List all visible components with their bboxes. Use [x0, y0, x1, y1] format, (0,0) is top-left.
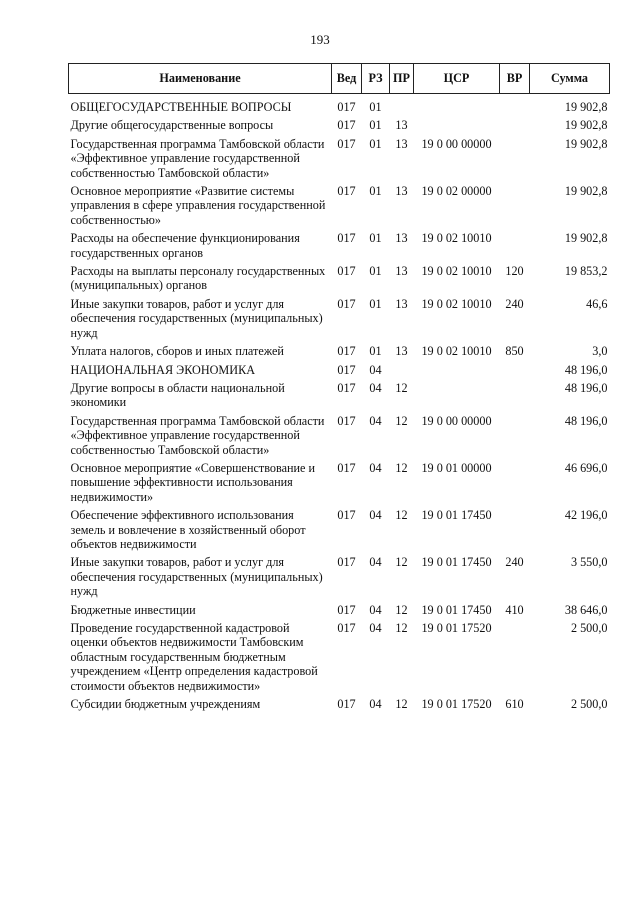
column-header-ved: Вед: [332, 64, 362, 94]
cell-name: Субсидии бюджетным учреждениям: [70, 697, 261, 712]
table-row: [69, 555, 610, 602]
cell-ved: 017: [337, 413, 356, 428]
table-row: [69, 603, 610, 621]
cell-sum: 38 646,0: [564, 602, 608, 617]
table-body: [69, 94, 610, 716]
cell-name: НАЦИОНАЛЬНАЯ ЭКОНОМИКА: [70, 362, 255, 377]
cell-rz: 01: [369, 100, 382, 114]
cell-sum: 19 902,8: [564, 231, 608, 246]
budget-table: [68, 63, 610, 715]
cell-csr: 19 0 01 17520: [421, 621, 492, 635]
cell-csr: 19 0 02 10010: [421, 296, 492, 311]
column-header-rz: РЗ: [362, 64, 390, 94]
cell-rz: 04: [369, 362, 382, 377]
cell-csr: 19 0 01 17450: [421, 508, 492, 523]
cell-pr: 12: [395, 508, 408, 523]
cell-ved: 017: [337, 136, 356, 151]
table-row: [69, 508, 610, 555]
cell-vr: [500, 118, 530, 136]
cell-ved: 017: [337, 602, 356, 617]
cell-sum: 48 196,0: [564, 380, 608, 395]
cell-sum: 46 696,0: [564, 460, 608, 475]
cell-rz: 01: [369, 264, 382, 279]
cell-name: Основное мероприятие «Совершенствование и повышение эффективности использования недвижимости»: [70, 460, 316, 504]
cell-sum: 2 500,0: [570, 621, 608, 635]
cell-vr: 410: [505, 602, 524, 617]
cell-csr: 19 0 02 10010: [421, 344, 492, 359]
cell-pr: [390, 94, 414, 119]
cell-name: ОБЩЕГОСУДАРСТВЕННЫЕ ВОПРОСЫ: [70, 100, 292, 114]
cell-rz: 04: [369, 555, 382, 570]
cell-vr: [500, 137, 530, 184]
cell-vr: 850: [505, 344, 524, 359]
cell-csr: [414, 381, 500, 414]
cell-name: Бюджетные инвестиции: [70, 602, 196, 617]
column-header-csr: ЦСР: [414, 64, 500, 94]
cell-sum: 19 902,8: [564, 118, 608, 133]
cell-ved: 017: [337, 697, 356, 712]
cell-ved: 017: [337, 231, 356, 246]
cell-rz: 04: [369, 460, 382, 475]
cell-sum: 48 196,0: [564, 362, 608, 377]
cell-ved: 017: [337, 555, 356, 570]
cell-name: Иные закупки товаров, работ и услуг для обеспечения государственных (муниципальных) нужд: [70, 296, 323, 340]
column-header-name: Наименование: [69, 64, 332, 94]
cell-ved: 017: [337, 118, 356, 133]
cell-vr: [500, 461, 530, 508]
cell-sum: 2 500,0: [570, 697, 608, 712]
cell-rz: 04: [369, 697, 382, 712]
cell-pr: 13: [395, 344, 408, 359]
cell-name: Государственная программа Тамбовской области «Эффективное управление государственной собственностью Тамбовской области»: [70, 413, 325, 457]
cell-ved: 017: [337, 264, 356, 279]
cell-name: Другие вопросы в области национальной экономики: [70, 380, 285, 410]
cell-csr: [414, 94, 500, 119]
cell-csr: 19 0 00 00000: [421, 136, 492, 151]
cell-rz: 01: [369, 118, 382, 133]
cell-rz: 04: [369, 413, 382, 428]
cell-sum: 19 902,8: [564, 136, 608, 151]
cell-rz: 04: [369, 508, 382, 523]
cell-name: Другие общегосударственные вопросы: [70, 118, 274, 133]
cell-name: Иные закупки товаров, работ и услуг для обеспечения государственных (муниципальных) нужд: [70, 555, 323, 599]
cell-rz: 01: [369, 184, 382, 199]
cell-vr: 120: [505, 264, 524, 279]
cell-vr: [500, 508, 530, 555]
cell-pr: 12: [395, 460, 408, 475]
cell-rz: 01: [369, 231, 382, 246]
cell-name: Расходы на выплаты персоналу государственных (муниципальных) органов: [70, 264, 326, 293]
cell-pr: 13: [395, 184, 408, 199]
cell-pr: 12: [395, 555, 408, 570]
table-row: [69, 363, 610, 381]
cell-csr: [414, 363, 500, 381]
cell-name: Расходы на обеспечение функционирования государственных органов: [70, 231, 300, 260]
cell-pr: 12: [395, 413, 408, 428]
cell-pr: 13: [395, 264, 408, 279]
table-header: [69, 64, 610, 94]
cell-csr: 19 0 01 17520: [421, 697, 492, 712]
cell-name: Государственная программа Тамбовской области «Эффективное управление государственной собственностью Тамбовской области»: [70, 136, 325, 180]
cell-vr: [500, 381, 530, 414]
table-row: [69, 381, 610, 414]
cell-vr: [500, 621, 530, 697]
table-row: [69, 297, 610, 344]
cell-vr: [500, 363, 530, 381]
cell-csr: 19 0 00 00000: [421, 413, 492, 428]
cell-rz: 04: [369, 602, 382, 617]
table-row: [69, 414, 610, 461]
cell-csr: 19 0 02 10010: [421, 231, 492, 246]
cell-csr: 19 0 01 17450: [421, 602, 492, 617]
cell-sum: 42 196,0: [564, 508, 608, 523]
cell-ved: 017: [337, 508, 356, 523]
column-header-vr: ВР: [500, 64, 530, 94]
cell-name: Обеспечение эффективного использования земель и вовлечение в хозяйственный оборот объектов недвижимости: [70, 508, 306, 551]
cell-csr: 19 0 01 00000: [421, 460, 492, 475]
cell-ved: 017: [337, 296, 356, 311]
cell-name: Проведение государственной кадастровой оценки объектов недвижимости Тамбовским областным государственным бюджетным учреждением «Центр определения кадастровой стоимости объектов недвижимости»: [70, 621, 318, 693]
cell-pr: [390, 363, 414, 381]
cell-vr: 240: [505, 555, 524, 570]
cell-ved: 017: [337, 621, 356, 635]
cell-pr: 12: [395, 602, 408, 617]
cell-rz: 04: [369, 621, 382, 635]
table-row: [69, 697, 610, 715]
cell-ved: 017: [337, 100, 356, 114]
cell-sum: 3 550,0: [570, 555, 608, 570]
table-row: [69, 184, 610, 231]
cell-pr: 12: [395, 380, 408, 395]
cell-sum: 3,0: [592, 344, 608, 359]
cell-ved: 017: [337, 362, 356, 377]
table-row: [69, 344, 610, 362]
cell-vr: [500, 414, 530, 461]
table-row: [69, 264, 610, 297]
cell-sum: 19 853,2: [564, 264, 608, 279]
cell-csr: [414, 118, 500, 136]
cell-ved: 017: [337, 380, 356, 395]
page-number: 193: [310, 32, 330, 47]
cell-pr: 12: [395, 621, 408, 635]
column-header-sum: Сумма: [530, 64, 610, 94]
cell-ved: 017: [337, 184, 356, 199]
cell-ved: 017: [337, 344, 356, 359]
cell-pr: 13: [395, 231, 408, 246]
cell-csr: 19 0 01 17450: [421, 555, 492, 570]
cell-pr: 12: [395, 697, 408, 712]
cell-vr: [500, 184, 530, 231]
cell-name: Уплата налогов, сборов и иных платежей: [70, 344, 284, 359]
cell-rz: 01: [369, 136, 382, 151]
cell-csr: 19 0 02 00000: [421, 184, 492, 199]
cell-vr: 610: [505, 697, 524, 712]
cell-csr: 19 0 02 10010: [421, 264, 492, 279]
cell-name: Основное мероприятие «Развитие системы управления в сфере управления государственной собственностью»: [70, 184, 326, 227]
cell-pr: 13: [395, 136, 408, 151]
table-row: [69, 231, 610, 264]
cell-rz: 04: [369, 380, 382, 395]
cell-pr: 13: [395, 118, 408, 133]
cell-vr: [500, 231, 530, 264]
cell-rz: 01: [369, 296, 382, 311]
cell-rz: 01: [369, 344, 382, 359]
table-row: [69, 621, 610, 697]
column-header-pr: ПР: [390, 64, 414, 94]
table-row: [69, 118, 610, 136]
cell-ved: 017: [337, 460, 356, 475]
cell-sum: 46,6: [586, 296, 608, 311]
cell-sum: 19 902,8: [564, 184, 608, 199]
table-row: [69, 137, 610, 184]
table-row: [69, 94, 610, 119]
table-row: [69, 461, 610, 508]
cell-vr: [500, 94, 530, 119]
cell-vr: 240: [505, 296, 524, 311]
cell-sum: 48 196,0: [564, 413, 608, 428]
cell-pr: 13: [395, 296, 408, 311]
cell-sum: 19 902,8: [564, 100, 608, 114]
